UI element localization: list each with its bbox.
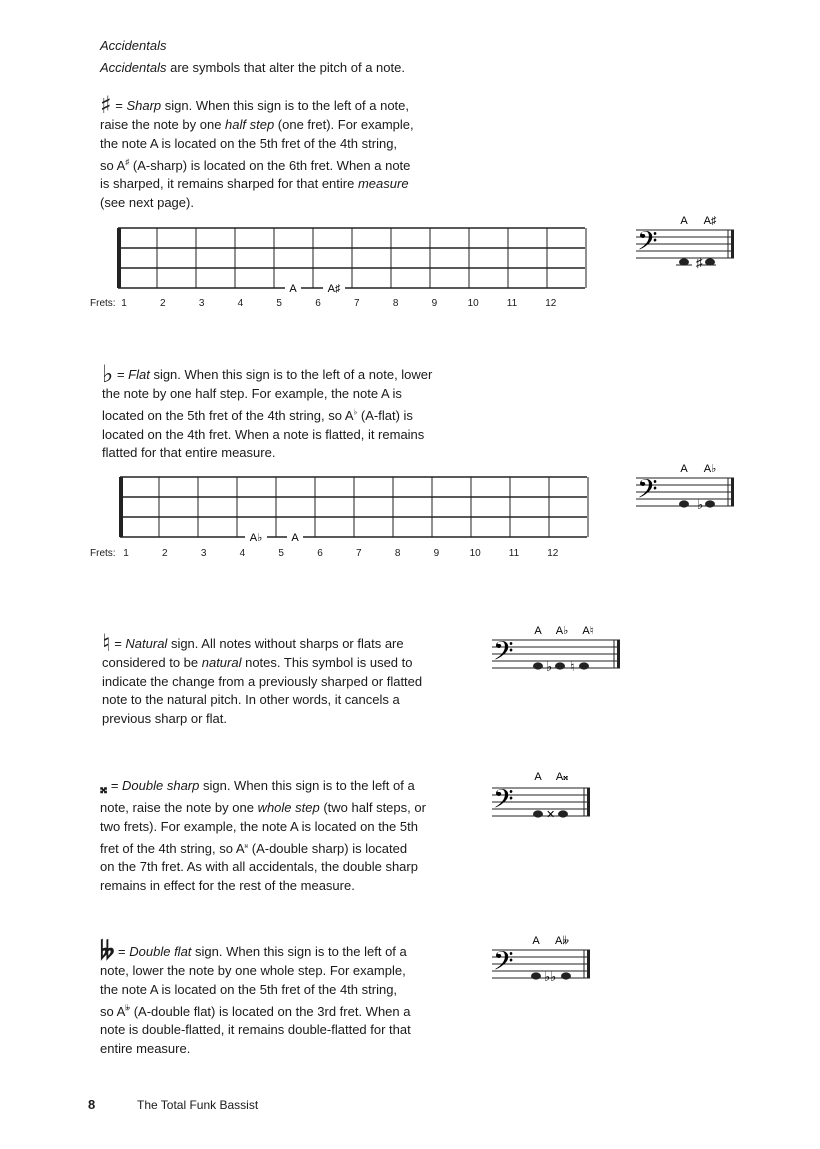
fret-number: 1 xyxy=(121,298,127,309)
bass-clef-icon: 𝄢 xyxy=(637,226,658,262)
double-sharp-staff-notation xyxy=(490,768,595,823)
frets-label: Frets: xyxy=(90,298,116,309)
fret-number: 4 xyxy=(239,548,246,559)
fret-number: 5 xyxy=(278,548,284,559)
tab-note-a-flat xyxy=(245,530,267,544)
fret-number: 10 xyxy=(467,298,479,309)
staff-note-label: A♭ xyxy=(703,463,717,475)
staff-note-label: A𝄪 xyxy=(555,771,569,783)
tab-note-label: A♯ xyxy=(327,283,341,295)
tab-note-label: A xyxy=(289,283,297,295)
fret-number: 2 xyxy=(162,548,168,559)
bass-clef-icon: 𝄢 xyxy=(493,784,514,820)
fret-number: 1 xyxy=(123,548,129,559)
flat-fretboard-diagram xyxy=(117,474,592,544)
staff-note-label: A xyxy=(680,463,688,475)
staff-note-label: A xyxy=(532,935,540,947)
fret-lines xyxy=(159,477,588,537)
intro-text xyxy=(100,59,405,78)
bass-clef-icon: 𝄢 xyxy=(493,636,514,672)
fret-number: 5 xyxy=(276,298,282,309)
staff-note-label: A♯ xyxy=(703,215,717,227)
double-flat-paragraph xyxy=(100,936,445,1058)
intro-term: Accidentals xyxy=(100,60,167,75)
bass-clef-icon: 𝄢 xyxy=(637,474,658,510)
tab-note-a xyxy=(285,281,301,295)
double-sharp-paragraph xyxy=(100,777,445,895)
section-heading: Accidentals xyxy=(100,38,167,53)
fret-number: 2 xyxy=(160,298,166,309)
frets-label: Frets: xyxy=(90,548,116,559)
fret-number: 9 xyxy=(431,298,438,309)
natural-accidental-icon: ♮ xyxy=(570,659,575,674)
natural-paragraph xyxy=(102,628,447,728)
intro-rest: are symbols that alter the pitch of a note. xyxy=(166,60,405,75)
tab-note-a xyxy=(287,530,303,544)
bass-clef-icon: 𝄢 xyxy=(493,946,514,982)
book-title: The Total Funk Bassist xyxy=(137,1098,259,1112)
page-number: 8 xyxy=(88,1097,96,1112)
fret-number: 3 xyxy=(200,548,207,559)
tab-note-label: A♭ xyxy=(249,532,263,544)
fret-number: 12 xyxy=(547,548,559,559)
double-sharp-accidental-icon: ✕ xyxy=(546,809,556,821)
sharp-staff-notation xyxy=(634,210,739,270)
tab-note-a-sharp xyxy=(323,281,345,295)
staff-note-label: A♮ xyxy=(582,625,594,637)
staff-note-label: A xyxy=(680,215,688,227)
fret-number: 11 xyxy=(508,548,520,559)
flat-sign-icon: ♭ xyxy=(102,359,114,388)
staff-note-label: A xyxy=(534,771,542,783)
fret-number: 9 xyxy=(433,548,440,559)
fret-number: 7 xyxy=(354,298,360,309)
flat-paragraph xyxy=(102,359,447,463)
sharp-paragraph xyxy=(100,90,445,212)
svg-text:♭: ♭ xyxy=(546,659,553,674)
double-flat-staff-notation xyxy=(490,930,595,985)
sharp-accidental-icon: ♯ xyxy=(696,255,703,270)
double-flat-accidental-icon: ♭♭ xyxy=(544,969,557,984)
sharp-sign-icon: ♯ xyxy=(100,90,112,119)
natural-staff-notation xyxy=(490,620,625,675)
double-flat-sign-icon: 𝄫 xyxy=(100,936,115,965)
fret-number: 3 xyxy=(198,298,205,309)
flat-accidental-icon: ♭ xyxy=(697,497,704,512)
staff-note-label: A♭ xyxy=(555,625,569,637)
flat-lines: = Flat sign. When this sign is to the left of a note, lower the note by one half step. For example, the note A is located on the 5th fret of the 4th string, so A♭ (A-flat) is located on the 4th fret. When a note is flatted, it remains flatted for that entire measure. xyxy=(102,367,433,461)
fret-number: 11 xyxy=(506,298,518,309)
fret-number: 10 xyxy=(469,548,481,559)
fret-number: 4 xyxy=(237,298,244,309)
fret-number: 7 xyxy=(356,548,362,559)
note-a xyxy=(679,258,689,265)
staff-note-label: A𝄫 xyxy=(555,935,569,947)
double-sharp-sign-icon: 𝄪 xyxy=(100,778,108,797)
sharp-fretboard-diagram xyxy=(115,225,590,295)
tab-note-label: A xyxy=(291,532,299,544)
fret-lines xyxy=(157,228,586,288)
fret-number: 6 xyxy=(317,548,323,559)
fret-number: 12 xyxy=(545,298,557,309)
staff-note-label: A xyxy=(534,625,542,637)
note-a-sharp xyxy=(705,258,715,265)
natural-lines: = Natural sign. All notes without sharps or flats are considered to be natural notes. This symbol is used to indicate the change from a previously sharped or flatted note to the natural pitch. In other words, it cancels a previous sharp or flat. xyxy=(102,636,423,726)
fret-number: 8 xyxy=(392,298,399,309)
double-flat-lines: = Double flat sign. When this sign is to the left of a note, lower the note by one whole step. For example, the note A is located on the 5th fret of the 4th string, so A𝄫 (A-double flat) is located on the 3rd fret. When a note is double-flatted, it remains double-flatted for that entire measure. xyxy=(100,944,411,1056)
flat-staff-notation xyxy=(634,458,739,518)
fret-number: 6 xyxy=(315,298,321,309)
fret-number: 8 xyxy=(394,548,401,559)
sharp-lines: = Sharp sign. When this sign is to the left of a note, raise the note by one half step (one fret). For example, the note A is located on the 5th fret of the 4th string, so A♯ (A-sharp) is located on the 6th fret. When a note is sharped, it remains sharped for that entire measure (see next page). xyxy=(100,98,414,210)
double-sharp-lines: = Double sharp sign. When this sign is to the left of a note, raise the note by one whole step (two half steps, or two frets). For example, the note A is located on the 5th fret of the 4th string, so A𝄪 (A-double sharp) is located on the 7th fret. As with all accidentals, the double sharp remains in effect for the rest of the measure. xyxy=(100,778,426,893)
natural-sign-icon: ♮ xyxy=(102,628,111,657)
